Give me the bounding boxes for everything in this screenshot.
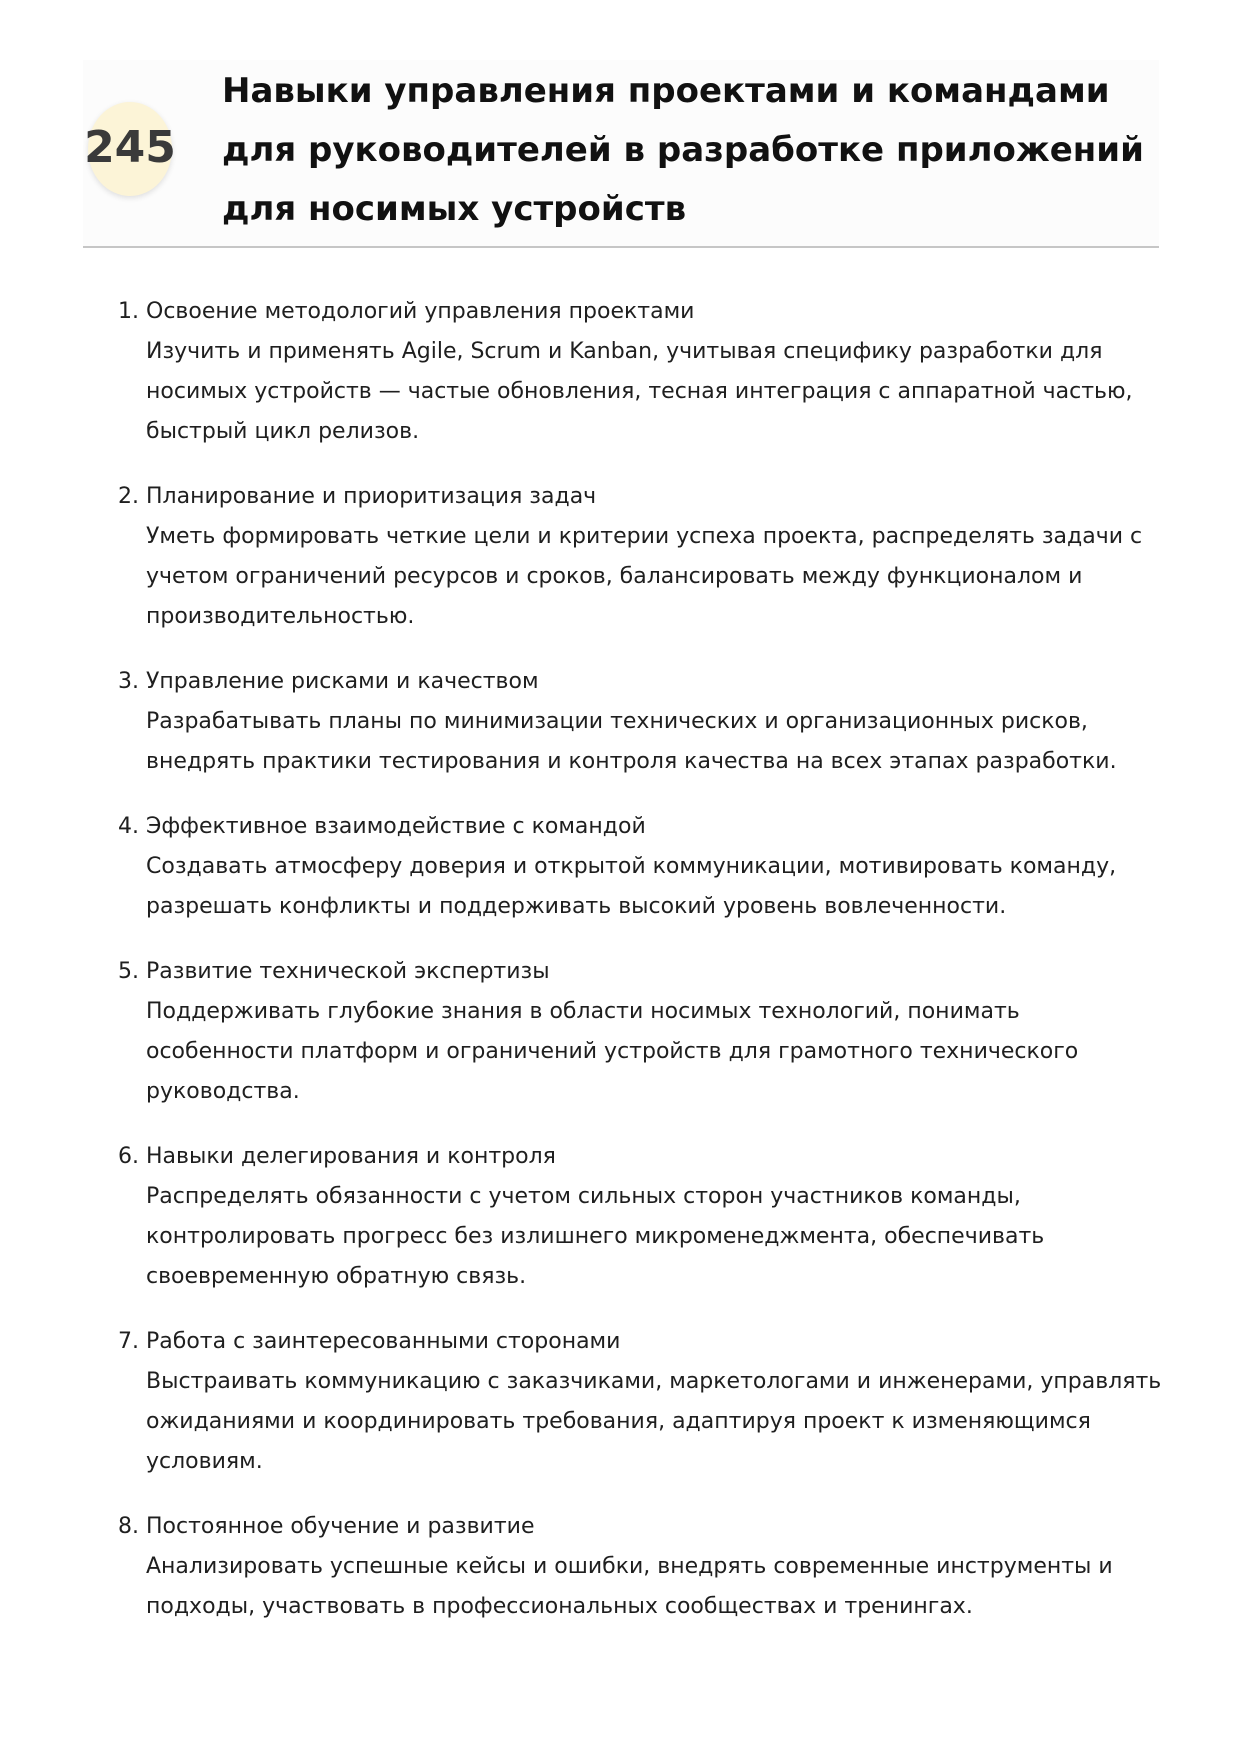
item-title: Развитие технической экспертизы (146, 959, 550, 984)
list-item (118, 807, 1168, 927)
item-description: Анализировать успешные кейсы и ошибки, внедрять современные инструменты и подходы, участвовать в профессиональных сообществах и тренингах. (146, 1554, 1113, 1619)
item-number: 5. (118, 959, 139, 984)
list-item (118, 1322, 1168, 1482)
item-description: Разрабатывать планы по минимизации технических и организационных рисков, внедрять практики тестирования и контроля качества на всех этапах разработки. (146, 709, 1117, 774)
item-number: 7. (118, 1329, 139, 1354)
item-title: Управление рисками и качеством (146, 669, 539, 694)
item-description: Создавать атмосферу доверия и открытой коммуникации, мотивировать команду, разрешать конфликты и поддерживать высокий уровень вовлеченности. (146, 854, 1117, 919)
badge-number: 245 (84, 122, 176, 173)
item-description: Изучить и применять Agile, Scrum и Kanban, учитывая специфику разработки для носимых устройств — частые обновления, тесная интеграция с аппаратной частью, быстрый цикл релизов. (146, 339, 1133, 444)
item-number: 3. (118, 669, 139, 694)
item-title: Навыки делегирования и контроля (146, 1144, 556, 1169)
item-title: Эффективное взаимодействие с командой (146, 814, 646, 839)
list-item (118, 292, 1168, 452)
list-item (118, 1507, 1168, 1627)
page-title: Навыки управления проектами и командами для руководителей в разработке приложений для носимых устройств (222, 71, 1144, 229)
item-title: Планирование и приоритизация задач (146, 484, 597, 509)
item-number: 4. (118, 814, 139, 839)
skills-list (118, 292, 1168, 1652)
item-title: Работа с заинтересованными сторонами (146, 1329, 621, 1354)
item-description: Поддерживать глубокие знания в области носимых технологий, понимать особенности платформ и ограничений устройств для грамотного технического руководства. (146, 999, 1079, 1104)
list-item (118, 662, 1168, 782)
list-item (118, 952, 1168, 1112)
item-number: 6. (118, 1144, 139, 1169)
item-title: Освоение методологий управления проектами (146, 299, 695, 324)
item-number: 1. (118, 299, 139, 324)
list-item (118, 477, 1168, 637)
item-number: 8. (118, 1514, 139, 1539)
item-title: Постоянное обучение и развитие (146, 1514, 535, 1539)
item-description: Выстраивать коммуникацию с заказчиками, маркетологами и инженерами, управлять ожиданиями и координировать требования, адаптируя проект к изменяющимся условиям. (146, 1369, 1162, 1474)
item-description: Уметь формировать четкие цели и критерии успеха проекта, распределять задачи с учетом ограничений ресурсов и сроков, балансировать между функционалом и производительностью. (146, 524, 1143, 629)
item-number: 2. (118, 484, 139, 509)
item-description: Распределять обязанности с учетом сильных сторон участников команды, контролировать прогресс без излишнего микроменеджмента, обеспечивать своевременную обратную связь. (146, 1184, 1045, 1289)
list-item (118, 1137, 1168, 1297)
